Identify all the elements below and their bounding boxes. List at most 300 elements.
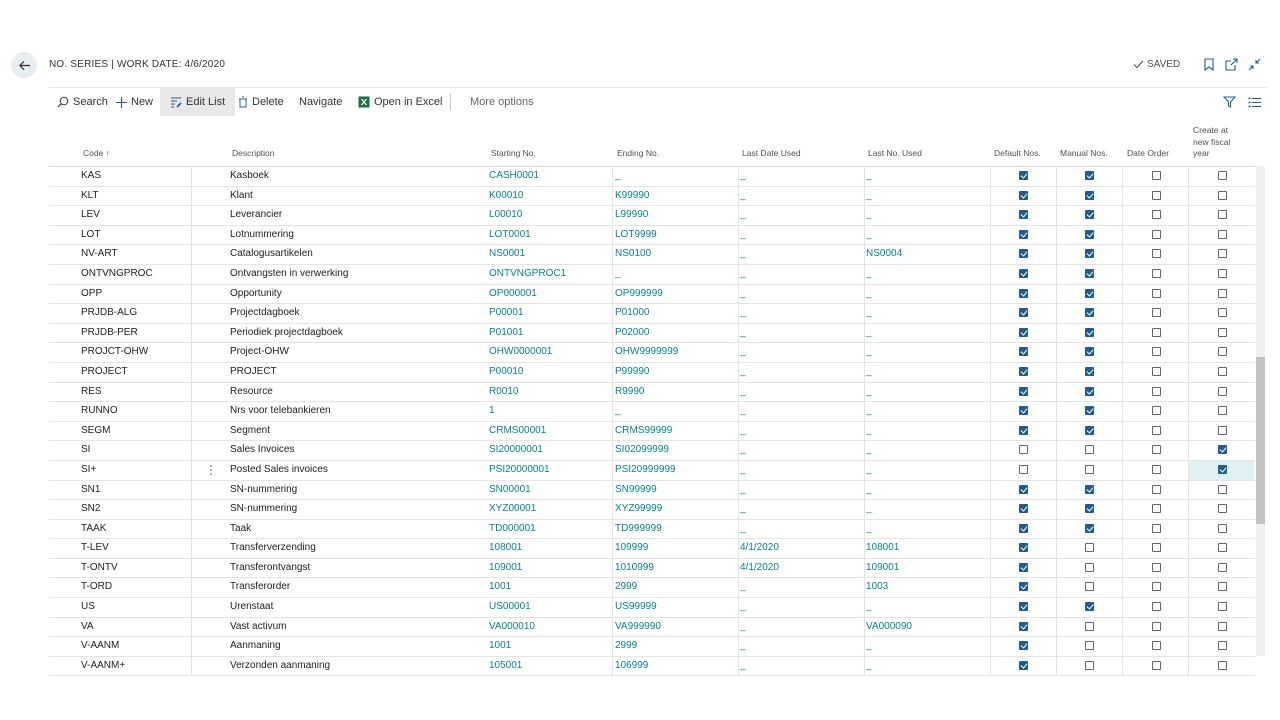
table-row[interactable]: [49, 637, 1255, 657]
cell-last-no-used[interactable]: 108001: [866, 542, 900, 554]
cell-last-date-used[interactable]: _: [740, 209, 746, 221]
default-nos-checkbox[interactable]: [1019, 406, 1028, 415]
cell-last-no-used[interactable]: _: [866, 365, 872, 377]
edit-list-button[interactable]: [160, 88, 235, 116]
cell-starting-no[interactable]: 109001: [489, 561, 523, 573]
cell-ending-no[interactable]: K99990: [615, 189, 650, 201]
scrollbar-thumb[interactable]: [1256, 357, 1265, 524]
create-at-new-fiscal-year-checkbox[interactable]: [1218, 641, 1227, 650]
cell-last-date-used[interactable]: _: [740, 444, 746, 456]
table-row[interactable]: [49, 520, 1255, 540]
row-actions-menu-icon[interactable]: ⋮: [205, 462, 217, 477]
cell-last-no-used[interactable]: _: [866, 483, 872, 495]
cell-ending-no[interactable]: 2999: [615, 581, 638, 593]
date-order-checkbox[interactable]: [1152, 582, 1161, 591]
table-row[interactable]: [49, 539, 1255, 559]
cell-starting-no[interactable]: 108001: [489, 542, 523, 554]
date-order-checkbox[interactable]: [1152, 622, 1161, 631]
cell-code: RES: [81, 385, 102, 397]
cell-starting-no[interactable]: R0010: [489, 385, 519, 397]
column-header-starting-no[interactable]: Starting No.: [491, 148, 536, 158]
cell-ending-no[interactable]: PSI20999999: [615, 463, 676, 475]
create-at-new-fiscal-year-checkbox[interactable]: [1218, 328, 1227, 337]
column-divider: [612, 520, 613, 539]
cell-starting-no[interactable]: VA000010: [489, 620, 535, 632]
cell-last-no-used[interactable]: _: [866, 424, 872, 436]
manual-nos-checkbox[interactable]: [1085, 289, 1094, 298]
create-at-new-fiscal-year-checkbox[interactable]: [1218, 445, 1227, 454]
cell-last-no-used[interactable]: _: [866, 444, 872, 456]
create-at-new-fiscal-year-checkbox[interactable]: [1218, 465, 1227, 474]
manual-nos-checkbox[interactable]: [1085, 387, 1094, 396]
search-button[interactable]: [57, 88, 108, 116]
column-divider: [738, 245, 739, 264]
cell-last-no-used[interactable]: 1003: [866, 581, 889, 593]
column-divider: [612, 422, 613, 441]
cell-last-no-used[interactable]: _: [866, 659, 872, 671]
cell-starting-no[interactable]: P01001: [489, 326, 524, 338]
create-at-new-fiscal-year-checkbox[interactable]: [1218, 191, 1227, 200]
date-order-checkbox[interactable]: [1152, 543, 1161, 552]
table-row[interactable]: [49, 402, 1255, 422]
date-order-checkbox[interactable]: [1152, 504, 1161, 513]
column-divider: [1056, 343, 1057, 362]
cell-starting-no[interactable]: 1001: [489, 581, 512, 593]
table-row[interactable]: [49, 578, 1255, 598]
default-nos-checkbox[interactable]: [1019, 485, 1028, 494]
cell-last-no-used[interactable]: VA000090: [866, 620, 912, 632]
date-order-checkbox[interactable]: [1152, 347, 1161, 356]
cell-last-date-used[interactable]: _: [740, 581, 746, 593]
cell-starting-no[interactable]: ONTVNGPROC1: [489, 267, 567, 279]
column-divider: [864, 226, 865, 245]
manual-nos-checkbox[interactable]: [1085, 367, 1094, 376]
date-order-checkbox[interactable]: [1152, 602, 1161, 611]
manual-nos-checkbox[interactable]: [1085, 347, 1094, 356]
cell-last-no-used[interactable]: _: [866, 503, 872, 515]
cell-last-no-used[interactable]: _: [866, 189, 872, 201]
create-at-new-fiscal-year-checkbox[interactable]: [1218, 661, 1227, 670]
date-order-checkbox[interactable]: [1152, 387, 1161, 396]
default-nos-checkbox[interactable]: [1019, 602, 1028, 611]
date-order-checkbox[interactable]: [1152, 171, 1161, 180]
manual-nos-checkbox[interactable]: [1085, 191, 1094, 200]
cell-description: Aanmaning: [230, 640, 281, 652]
open-in-excel-button[interactable]: [358, 88, 442, 116]
back-button[interactable]: [11, 52, 37, 78]
cell-ending-no[interactable]: 106999: [615, 659, 649, 671]
column-divider: [191, 539, 192, 558]
manual-nos-checkbox[interactable]: [1085, 563, 1094, 572]
create-at-new-fiscal-year-checkbox[interactable]: [1218, 269, 1227, 278]
table-row[interactable]: [49, 598, 1255, 618]
create-at-new-fiscal-year-checkbox[interactable]: [1218, 485, 1227, 494]
create-at-new-fiscal-year-checkbox[interactable]: [1218, 230, 1227, 239]
cell-last-date-used[interactable]: _: [740, 483, 746, 495]
date-order-checkbox[interactable]: [1152, 465, 1161, 474]
create-at-new-fiscal-year-checkbox[interactable]: [1218, 582, 1227, 591]
column-header-create-at-new-fiscal-year[interactable]: [1193, 125, 1230, 160]
navigate-button[interactable]: [299, 88, 342, 116]
cell-starting-no[interactable]: US00001: [489, 601, 531, 613]
cell-last-date-used[interactable]: _: [740, 463, 746, 475]
create-at-new-fiscal-year-checkbox[interactable]: [1218, 210, 1227, 219]
cell-starting-no[interactable]: PSI20000001: [489, 463, 550, 475]
cell-last-date-used[interactable]: _: [740, 405, 746, 417]
create-at-new-fiscal-year-checkbox[interactable]: [1218, 524, 1227, 533]
table-row[interactable]: [49, 559, 1255, 579]
create-at-new-fiscal-year-checkbox[interactable]: [1218, 602, 1227, 611]
column-header-description[interactable]: Description: [232, 148, 275, 158]
cell-last-no-used[interactable]: _: [866, 463, 872, 475]
default-nos-checkbox[interactable]: [1019, 367, 1028, 376]
cell-ending-no[interactable]: 1010999: [615, 561, 654, 573]
column-header-last-no-used[interactable]: Last No. Used: [868, 148, 922, 158]
cell-last-date-used[interactable]: _: [740, 601, 746, 613]
default-nos-checkbox[interactable]: [1019, 661, 1028, 670]
cell-ending-no[interactable]: OP999999: [615, 287, 663, 299]
filter-button[interactable]: [1221, 94, 1237, 110]
default-nos-checkbox[interactable]: [1019, 210, 1028, 219]
date-order-checkbox[interactable]: [1152, 445, 1161, 454]
cell-description: Sales Invoices: [230, 444, 295, 456]
default-nos-checkbox[interactable]: [1019, 308, 1028, 317]
create-at-new-fiscal-year-checkbox[interactable]: [1218, 426, 1227, 435]
cell-last-date-used[interactable]: _: [740, 287, 746, 299]
table-row[interactable]: [49, 343, 1255, 363]
table-row[interactable]: [49, 657, 1255, 677]
default-nos-checkbox[interactable]: [1019, 543, 1028, 552]
cell-ending-no[interactable]: _: [615, 405, 621, 417]
cell-ending-no[interactable]: US99999: [615, 601, 657, 613]
cell-last-date-used[interactable]: _: [740, 640, 746, 652]
cell-last-date-used[interactable]: 4/1/2020: [740, 542, 779, 554]
column-divider: [1122, 500, 1123, 519]
cell-ending-no[interactable]: P99990: [615, 365, 650, 377]
delete-button[interactable]: [238, 88, 284, 116]
create-at-new-fiscal-year-checkbox[interactable]: [1218, 367, 1227, 376]
column-divider: [612, 245, 613, 264]
cell-code: PROJECT: [81, 365, 128, 377]
column-divider: [864, 383, 865, 402]
column-divider: [1188, 578, 1189, 597]
column-divider: [1122, 402, 1123, 421]
column-divider: [1056, 324, 1057, 343]
manual-nos-checkbox[interactable]: [1085, 210, 1094, 219]
cell-starting-no[interactable]: CASH0001: [489, 170, 540, 181]
cell-description: Leverancier: [230, 209, 283, 221]
cell-starting-no[interactable]: L00010: [489, 209, 523, 221]
create-at-new-fiscal-year-checkbox[interactable]: [1218, 308, 1227, 317]
date-order-checkbox[interactable]: [1152, 191, 1161, 200]
cell-last-no-used[interactable]: _: [866, 640, 872, 652]
create-at-new-fiscal-year-checkbox[interactable]: [1218, 289, 1227, 298]
list-view-button[interactable]: [1246, 94, 1262, 110]
cell-ending-no[interactable]: LOT9999: [615, 228, 657, 240]
table-row[interactable]: [49, 187, 1255, 207]
column-divider: [990, 402, 991, 421]
create-at-new-fiscal-year-checkbox[interactable]: [1218, 249, 1227, 258]
date-order-checkbox[interactable]: [1152, 308, 1161, 317]
cell-ending-no[interactable]: R9990: [615, 385, 645, 397]
new-button[interactable]: [116, 88, 153, 116]
cell-ending-no[interactable]: 2999: [615, 640, 638, 652]
cell-ending-no[interactable]: 109999: [615, 542, 649, 554]
cell-last-no-used[interactable]: _: [866, 209, 872, 221]
manual-nos-checkbox[interactable]: [1085, 328, 1094, 337]
column-header-default-nos[interactable]: Default Nos.: [994, 148, 1041, 158]
date-order-checkbox[interactable]: [1152, 641, 1161, 650]
bookmark-button[interactable]: [1201, 56, 1217, 72]
column-divider: [1056, 265, 1057, 284]
column-divider: [1056, 226, 1057, 245]
create-at-new-fiscal-year-checkbox[interactable]: [1218, 622, 1227, 631]
open-new-window-button[interactable]: [1223, 56, 1239, 72]
table-row[interactable]: [49, 461, 1255, 481]
cell-ending-no[interactable]: TD999999: [615, 522, 662, 534]
table-row[interactable]: [49, 226, 1255, 246]
manual-nos-checkbox[interactable]: [1085, 269, 1094, 278]
table-row[interactable]: [49, 324, 1255, 344]
default-nos-checkbox[interactable]: [1019, 249, 1028, 258]
cell-last-date-used[interactable]: _: [740, 228, 746, 240]
more-options-button[interactable]: [470, 88, 534, 116]
cell-ending-no[interactable]: P02000: [615, 326, 650, 338]
manual-nos-checkbox[interactable]: [1085, 543, 1094, 552]
cell-last-date-used[interactable]: _: [740, 365, 746, 377]
cell-last-no-used[interactable]: _: [866, 267, 872, 279]
cell-last-no-used[interactable]: _: [866, 601, 872, 613]
cell-ending-no[interactable]: SN99999: [615, 483, 657, 495]
cell-ending-no[interactable]: XYZ99999: [615, 503, 663, 515]
default-nos-checkbox[interactable]: [1019, 191, 1028, 200]
manual-nos-checkbox[interactable]: [1085, 465, 1094, 474]
manual-nos-checkbox[interactable]: [1085, 308, 1094, 317]
cell-last-no-used[interactable]: _: [866, 287, 872, 299]
column-header-code[interactable]: Code ↑: [83, 148, 110, 158]
manual-nos-checkbox[interactable]: [1085, 622, 1094, 631]
column-header-manual-nos[interactable]: Manual Nos.: [1060, 148, 1108, 158]
cell-last-no-used[interactable]: _: [866, 385, 872, 397]
cell-starting-no[interactable]: XYZ00001: [489, 503, 537, 515]
cell-starting-no[interactable]: SI20000001: [489, 444, 543, 456]
column-divider: [612, 441, 613, 460]
manual-nos-checkbox[interactable]: [1085, 426, 1094, 435]
date-order-checkbox[interactable]: [1152, 269, 1161, 278]
manual-nos-checkbox[interactable]: [1085, 485, 1094, 494]
cell-last-date-used[interactable]: 4/1/2020: [740, 561, 779, 573]
date-order-checkbox[interactable]: [1152, 367, 1161, 376]
column-divider: [1056, 285, 1057, 304]
cell-last-no-used[interactable]: _: [866, 326, 872, 338]
cell-starting-no[interactable]: OP000001: [489, 287, 537, 299]
table-row[interactable]: [49, 618, 1255, 638]
manual-nos-checkbox[interactable]: [1085, 171, 1094, 180]
date-order-checkbox[interactable]: [1152, 406, 1161, 415]
create-at-new-fiscal-year-checkbox[interactable]: [1218, 406, 1227, 415]
date-order-checkbox[interactable]: [1152, 210, 1161, 219]
column-divider: [1188, 657, 1189, 676]
default-nos-checkbox[interactable]: [1019, 504, 1028, 513]
default-nos-checkbox[interactable]: [1019, 582, 1028, 591]
table-row[interactable]: [49, 245, 1255, 265]
date-order-checkbox[interactable]: [1152, 661, 1161, 670]
default-nos-checkbox[interactable]: [1019, 426, 1028, 435]
cell-last-date-used[interactable]: _: [740, 189, 746, 201]
date-order-checkbox[interactable]: [1152, 230, 1161, 239]
cell-code: TAAK: [81, 522, 107, 534]
table-row[interactable]: [49, 481, 1255, 501]
default-nos-checkbox[interactable]: [1019, 171, 1028, 180]
cell-ending-no[interactable]: CRMS99999: [615, 424, 673, 436]
default-nos-checkbox[interactable]: [1019, 622, 1028, 631]
table-row[interactable]: [49, 383, 1255, 403]
table-row[interactable]: [49, 422, 1255, 442]
manual-nos-checkbox[interactable]: [1085, 582, 1094, 591]
cell-starting-no[interactable]: P00001: [489, 307, 524, 319]
manual-nos-checkbox[interactable]: [1085, 230, 1094, 239]
default-nos-checkbox[interactable]: [1019, 445, 1028, 454]
cell-last-no-used[interactable]: _: [866, 522, 872, 534]
manual-nos-checkbox[interactable]: [1085, 602, 1094, 611]
create-at-new-fiscal-year-checkbox[interactable]: [1218, 347, 1227, 356]
column-divider: [864, 481, 865, 500]
cell-ending-no[interactable]: SI02099999: [615, 444, 669, 456]
default-nos-checkbox[interactable]: [1019, 328, 1028, 337]
date-order-checkbox[interactable]: [1152, 289, 1161, 298]
manual-nos-checkbox[interactable]: [1085, 504, 1094, 513]
cell-starting-no[interactable]: 105001: [489, 659, 523, 671]
cell-last-no-used[interactable]: _: [866, 228, 872, 240]
cell-ending-no[interactable]: _: [615, 267, 621, 279]
date-order-checkbox[interactable]: [1152, 485, 1161, 494]
table-row[interactable]: [49, 206, 1255, 226]
cell-starting-no[interactable]: TD000001: [489, 522, 536, 534]
create-at-new-fiscal-year-checkbox[interactable]: [1218, 543, 1227, 552]
cell-starting-no[interactable]: 1001: [489, 640, 512, 652]
cell-last-no-used[interactable]: _: [866, 346, 872, 358]
column-divider: [612, 285, 613, 304]
default-nos-checkbox[interactable]: [1019, 347, 1028, 356]
column-divider: [864, 206, 865, 225]
cell-last-date-used[interactable]: _: [740, 522, 746, 534]
table-row[interactable]: [49, 441, 1255, 461]
table-row[interactable]: [49, 167, 1255, 187]
column-divider: [738, 461, 739, 480]
cell-last-date-used[interactable]: _: [740, 503, 746, 515]
date-order-checkbox[interactable]: [1152, 426, 1161, 435]
column-divider: [864, 578, 865, 597]
cell-code: KLT: [81, 189, 99, 201]
table-row[interactable]: [49, 363, 1255, 383]
cell-starting-no[interactable]: 1: [489, 405, 495, 417]
column-divider: [1122, 559, 1123, 578]
table-row[interactable]: [49, 500, 1255, 520]
default-nos-checkbox[interactable]: [1019, 563, 1028, 572]
cell-last-date-used[interactable]: _: [740, 659, 746, 671]
default-nos-checkbox[interactable]: [1019, 289, 1028, 298]
table-row[interactable]: [49, 285, 1255, 305]
table-row[interactable]: [49, 304, 1255, 324]
default-nos-checkbox[interactable]: [1019, 387, 1028, 396]
cell-code: OPP: [81, 287, 103, 299]
cell-description: Catalogusartikelen: [230, 248, 313, 260]
column-header-ending-no[interactable]: Ending No.: [617, 148, 660, 158]
column-header-last-date-used[interactable]: Last Date Used: [742, 148, 801, 158]
cell-last-date-used[interactable]: _: [740, 170, 746, 181]
cell-starting-no[interactable]: NS0001: [489, 248, 526, 260]
cell-last-no-used[interactable]: 109001: [866, 561, 900, 573]
cell-last-date-used[interactable]: _: [740, 346, 746, 358]
cell-ending-no[interactable]: VA999990: [615, 620, 661, 632]
cell-starting-no[interactable]: LOT0001: [489, 228, 531, 240]
column-divider: [990, 578, 991, 597]
cell-last-date-used[interactable]: _: [740, 307, 746, 319]
column-divider: [990, 383, 991, 402]
cell-last-date-used[interactable]: _: [740, 620, 746, 632]
cell-starting-no[interactable]: CRMS00001: [489, 424, 547, 436]
create-at-new-fiscal-year-checkbox[interactable]: [1218, 563, 1227, 572]
collapse-button[interactable]: [1246, 56, 1262, 72]
cell-last-date-used[interactable]: _: [740, 267, 746, 279]
default-nos-checkbox[interactable]: [1019, 524, 1028, 533]
cell-description: Transferorder: [230, 581, 291, 593]
cell-ending-no[interactable]: P01000: [615, 307, 650, 319]
date-order-checkbox[interactable]: [1152, 524, 1161, 533]
cell-last-no-used[interactable]: _: [866, 405, 872, 417]
manual-nos-checkbox[interactable]: [1085, 661, 1094, 670]
table-row[interactable]: [49, 265, 1255, 285]
cell-ending-no[interactable]: OHW9999999: [615, 346, 679, 358]
cell-last-no-used[interactable]: _: [866, 170, 872, 181]
manual-nos-checkbox[interactable]: [1085, 406, 1094, 415]
date-order-checkbox[interactable]: [1152, 563, 1161, 572]
default-nos-checkbox[interactable]: [1019, 269, 1028, 278]
default-nos-checkbox[interactable]: [1019, 465, 1028, 474]
column-divider: [1122, 343, 1123, 362]
cell-starting-no[interactable]: SN00001: [489, 483, 531, 495]
manual-nos-checkbox[interactable]: [1085, 445, 1094, 454]
cell-last-date-used[interactable]: _: [740, 424, 746, 436]
cell-starting-no[interactable]: K00010: [489, 189, 524, 201]
column-header-date-order[interactable]: Date Order: [1127, 148, 1170, 158]
cell-ending-no[interactable]: NS0100: [615, 248, 652, 260]
default-nos-checkbox[interactable]: [1019, 230, 1028, 239]
create-at-new-fiscal-year-checkbox[interactable]: [1218, 387, 1227, 396]
no-series-table: [49, 166, 1255, 671]
column-divider: [612, 637, 613, 656]
cell-last-no-used[interactable]: NS0004: [866, 248, 903, 260]
manual-nos-checkbox[interactable]: [1085, 641, 1094, 650]
manual-nos-checkbox[interactable]: [1085, 524, 1094, 533]
cell-starting-no[interactable]: OHW0000001: [489, 346, 553, 358]
column-divider: [1188, 167, 1189, 186]
column-divider: [1188, 383, 1189, 402]
cell-last-date-used[interactable]: _: [740, 248, 746, 260]
cell-starting-no[interactable]: P00010: [489, 365, 524, 377]
create-at-new-fiscal-year-checkbox[interactable]: [1218, 504, 1227, 513]
manual-nos-checkbox[interactable]: [1085, 249, 1094, 258]
cell-last-no-used[interactable]: _: [866, 307, 872, 319]
cell-last-date-used[interactable]: _: [740, 326, 746, 338]
date-order-checkbox[interactable]: [1152, 249, 1161, 258]
default-nos-checkbox[interactable]: [1019, 641, 1028, 650]
cell-ending-no[interactable]: L99990: [615, 209, 649, 221]
cell-ending-no[interactable]: _: [615, 170, 621, 181]
cell-last-date-used[interactable]: _: [740, 385, 746, 397]
create-at-new-fiscal-year-checkbox[interactable]: [1218, 171, 1227, 180]
date-order-checkbox[interactable]: [1152, 328, 1161, 337]
